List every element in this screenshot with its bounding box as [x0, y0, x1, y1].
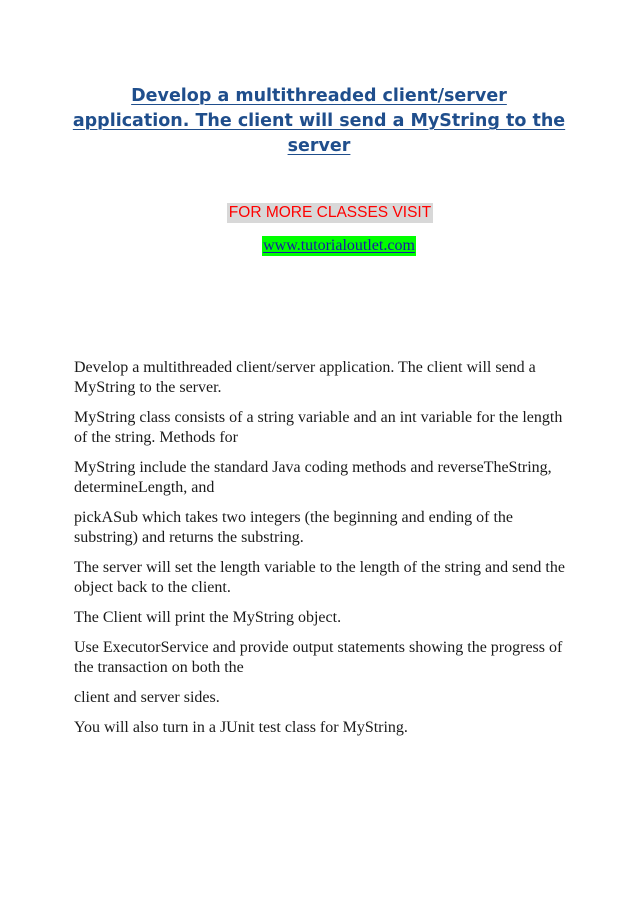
promo-text: FOR MORE CLASSES VISIT — [228, 204, 432, 221]
paragraph: client and server sides. — [74, 689, 220, 706]
promo-link-row — [0, 236, 638, 256]
paragraph: pickASub which takes two integers (the beginning and ending of the substring) and returns the substring. — [74, 509, 514, 546]
paragraph: The server will set the length variable to the length of the string and send the object back to the client. — [74, 559, 565, 596]
promo-link[interactable]: www.tutorialoutlet.com — [263, 237, 415, 254]
paragraph: Use ExecutorService and provide output statements showing the progress of the transaction on both the — [74, 639, 563, 676]
title-line: Develop a multithreaded client/server — [131, 86, 507, 106]
paragraph: The Client will print the MyString object. — [74, 609, 342, 626]
paragraph: MyString class consists of a string variable and an int variable for the length of the string. Methods for — [74, 409, 563, 446]
title-line: server — [287, 136, 351, 156]
document-title — [60, 84, 578, 159]
paragraph: MyString include the standard Java coding methods and reverseTheString, determineLength, and — [74, 459, 552, 496]
paragraph: Develop a multithreaded client/server application. The client will send a MyString to the server. — [74, 359, 536, 396]
promo-banner — [0, 203, 638, 223]
title-line: application. The client will send a MyString to the — [72, 111, 566, 131]
paragraph: You will also turn in a JUnit test class for MyString. — [74, 719, 408, 736]
document-body — [74, 358, 574, 748]
